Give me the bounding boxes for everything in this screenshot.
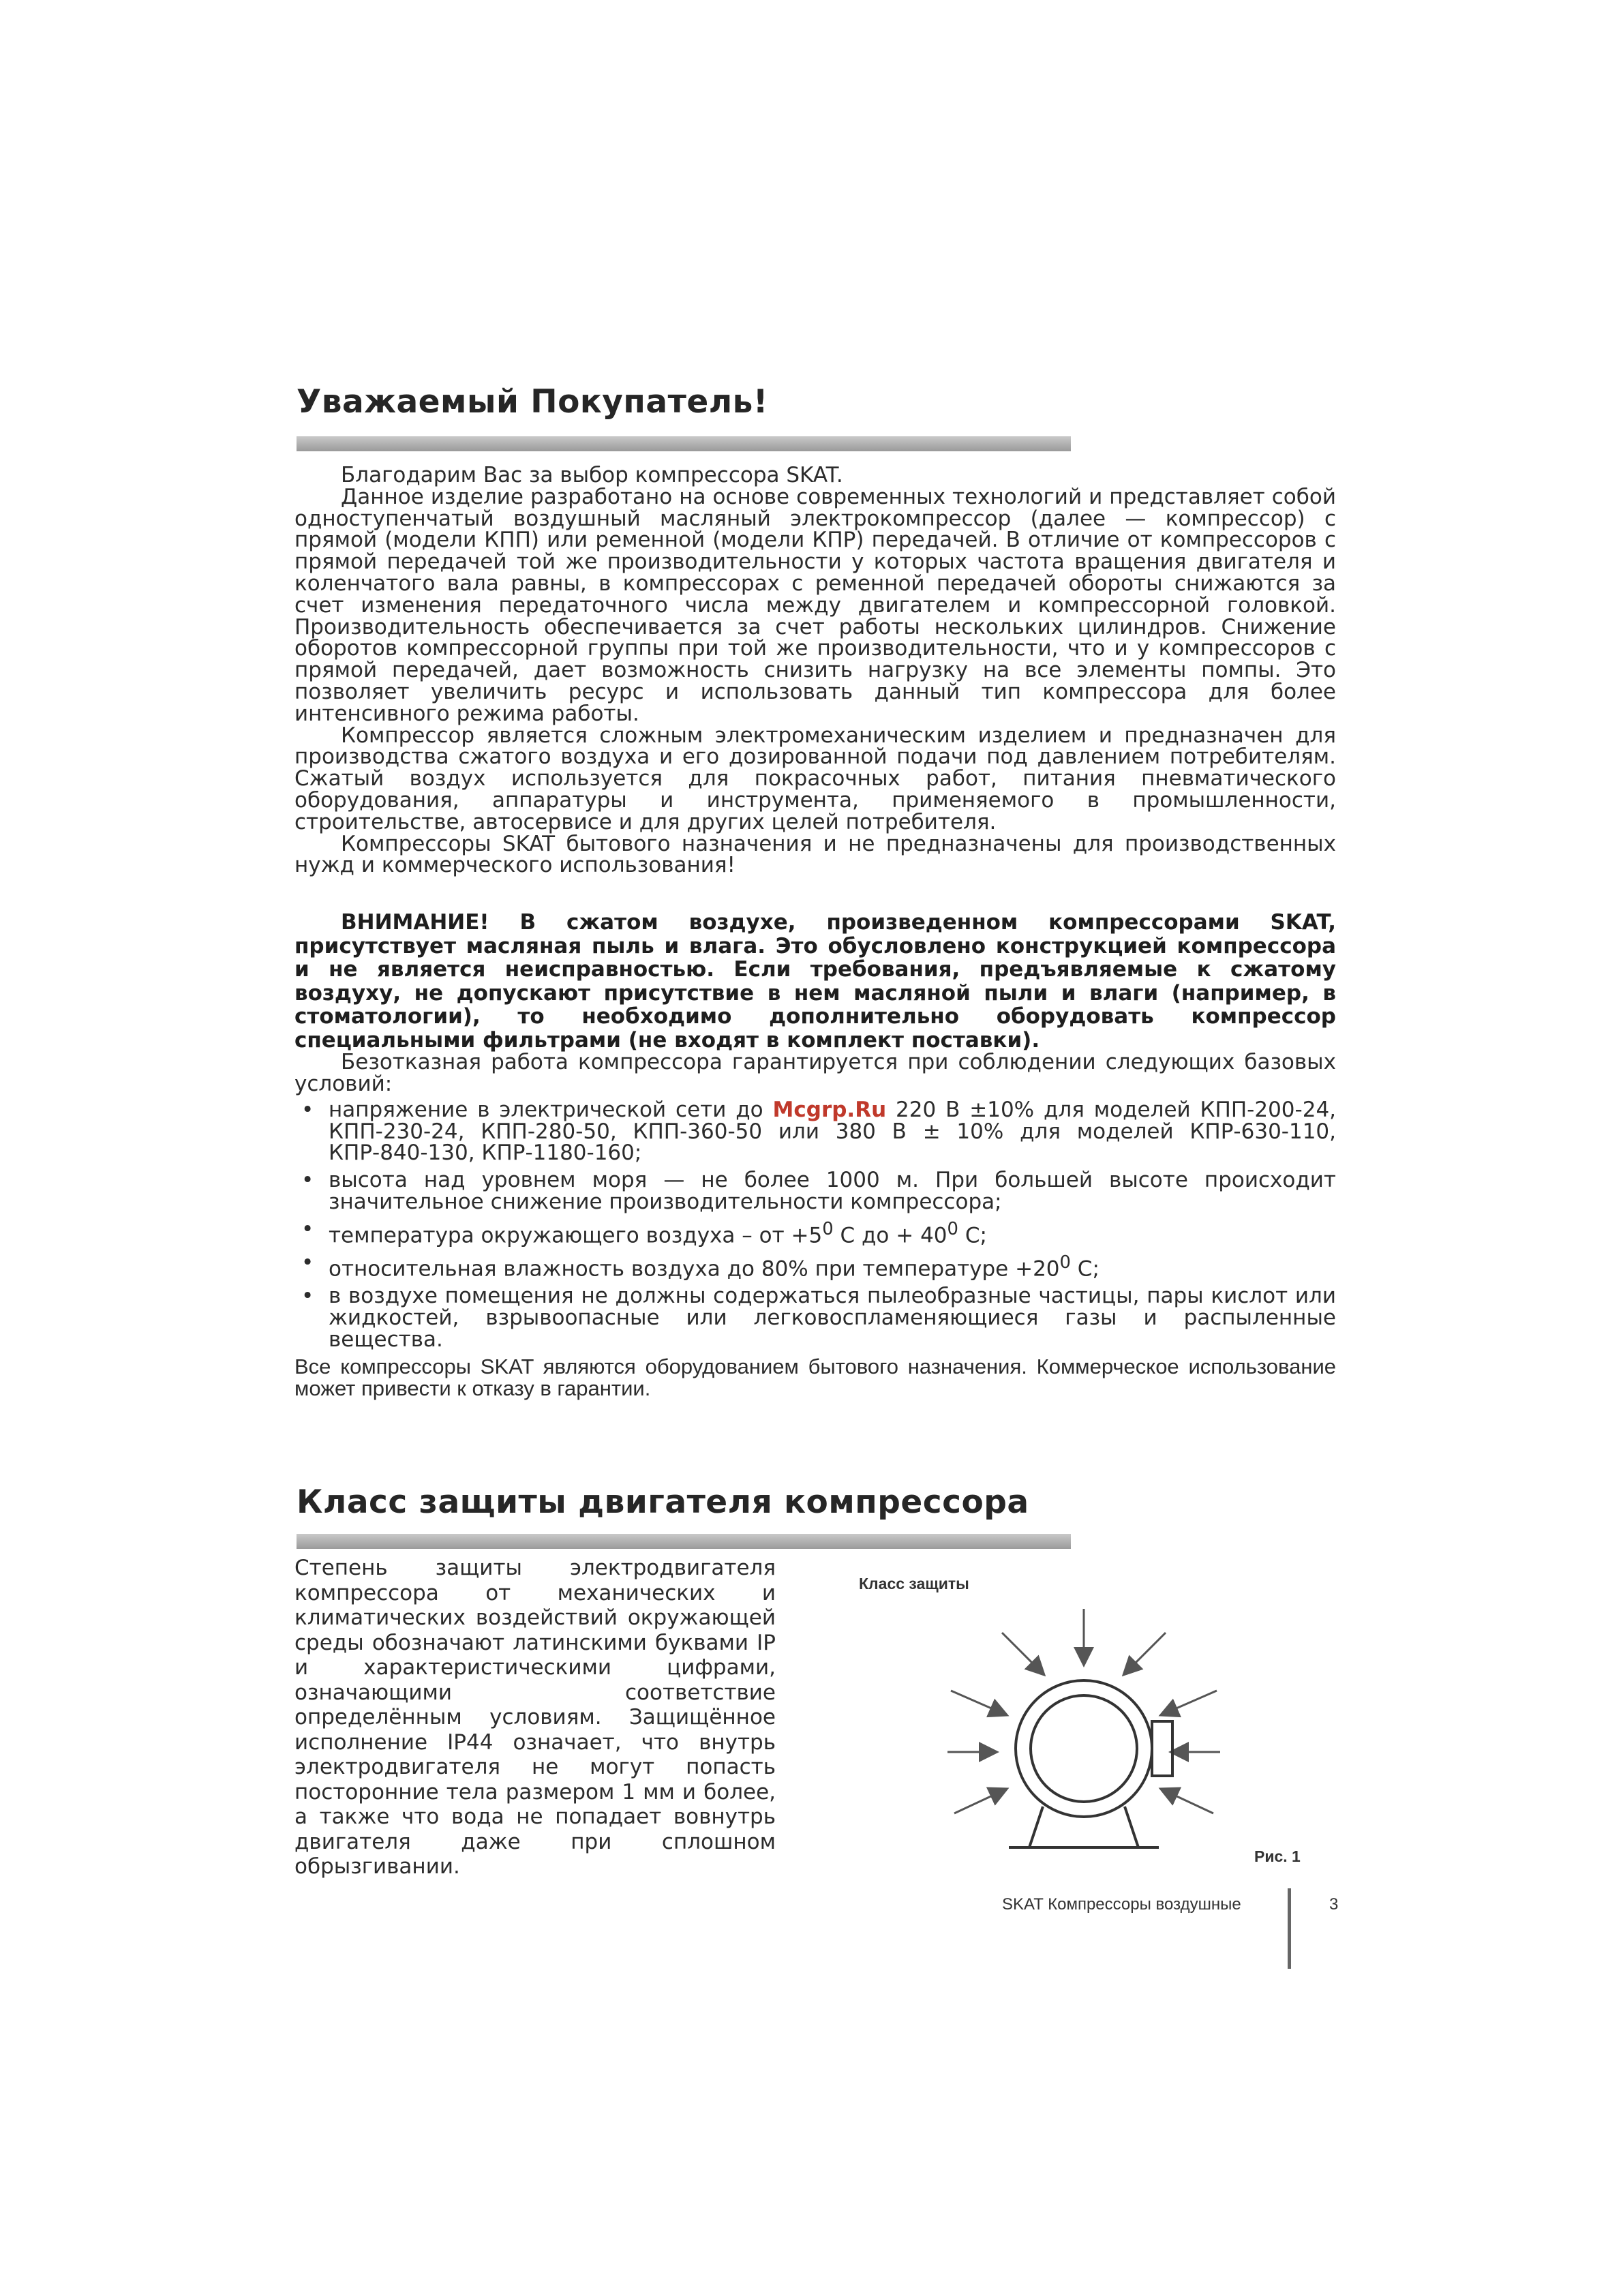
paragraph-household-use: Компрессоры SKAT бытового назначения и не предназначены для производственных нужд и коммерческого использования! xyxy=(294,831,1336,878)
section-rule xyxy=(297,1534,1071,1549)
paragraph-thanks: Благодарим Вас за выбор компрессора SKAT. xyxy=(341,463,843,487)
figure-caption: Рис. 1 xyxy=(1254,1847,1301,1865)
warning-paragraph: ВНИМАНИЕ! В сжатом воздухе, произведенном компрессорами SKAT, присутствует масляная пыль и влага. Это обусловлено конструкцией компрессора и не является неисправностью. Если требования, предъявляемые к сжатому воздуху, не допускают присутствие в нем масляной пыли и влаги (например, в стоматологии), то необходимо дополнительно оборудовать компрессор специальными фильтрами (не входят в комплект поставки). xyxy=(294,910,1336,1053)
motor-icon xyxy=(1009,1680,1172,1847)
motor-protection-diagram xyxy=(927,1595,1309,1882)
list-item: • относительная влажность воздуха до 80% при температуре $+20^0$ С; xyxy=(294,1252,1336,1280)
paragraph-warranty-note: Все компрессоры SKAT являются оборудованием бытового назначения. Коммерческое использование может привести к отказу в гарантии. xyxy=(294,1355,1336,1401)
arrows xyxy=(947,1609,1220,1813)
list-item: • температура окружающего воздуха – от $+5^0$ С до + $40^0$ С; xyxy=(294,1219,1336,1247)
paragraph-purpose: Компрессор является сложным электромеханическим изделием и предназначен для производства сжатого воздуха и его дозированной подачи под давлением потребителям. Сжатый воздух используется для покрасочных работ, питания пневматического оборудования, аппаратуры и инструмента, применяемого в промышленности, строительстве, автосервисе и для других целей потребителя. xyxy=(294,723,1336,834)
protection-class-text: Степень защиты электродвигателя компрессора от механических и климатических воздействий окружающей среды обозначают латинскими буквами IP и характеристическими цифрами, означающими соответствие определённым условиям. Защищённое исполнение IP44 означает, что внутрь электродвигателя не могут попасть посторонние тела размером 1 мм и более, а также что вода не попадает вовнутрь двигателя даже при сплошном обрызгивании. xyxy=(294,1556,776,1879)
section-title-protection-class: Класс защиты двигателя компрессора xyxy=(297,1483,1029,1521)
figure-title: Класс защиты xyxy=(859,1575,969,1592)
section-rule xyxy=(297,436,1071,451)
watermark: Mcgrp.Ru xyxy=(772,1097,887,1122)
page-number: 3 xyxy=(1329,1895,1339,1914)
list-item: • высота над уровнем моря — не более 1000 м. При большей высоте происходит значительное снижение производительности компрессора; xyxy=(294,1170,1336,1213)
footer-title: SKAT Компрессоры воздушные xyxy=(1002,1895,1241,1914)
section-title-dear-customer: Уважаемый Покупатель! xyxy=(297,383,768,421)
footer-divider xyxy=(1288,1888,1291,1969)
conditions-list xyxy=(294,1097,1337,1352)
list-item: • напряжение в электрической сети до Mcgrp.Ru 220 В ±10% для моделей КПП-200-24, КПП-230-24, КПП-280-50, КПП-360-50 или 380 В ± 10% для моделей КПР-630-110, КПР-840-130, КПР-1180-160; xyxy=(294,1100,1336,1164)
paragraph-conditions-intro: Безотказная работа компрессора гарантируется при соблюдении следующих базовых условий: xyxy=(294,1050,1336,1096)
paragraph-description: Данное изделие разработано на основе современных технологий и представляет собой одноступенчатый воздушный масляный электрокомпрессор (далее — компрессор) с прямой (модели КПП) или ременной (модели КПР) передачей. В отличие от компрессоров с прямой передачей той же производительности у которых частота вращения двигателя и коленчатого вала равны, в компрессорах с ременной передачей обороты снижаются за счет изменения передаточного числа между двигателем и компрессорной головкой. Производительность обеспечивается за счет работы нескольких цилиндров. Снижение оборотов компрессорной группы при той же производительности, что и у компрессоров с прямой передачей, дает возможность снизить нагрузку на все элементы помпы. Это позволяет увеличить ресурс и использовать данный тип компрессора для более интенсивного режима работы. xyxy=(294,484,1336,726)
section1-body xyxy=(294,465,1336,1400)
list-item: • в воздухе помещения не должны содержаться пылеобразные частицы, пары кислот или жидкостей, взрывоопасные или легковоспламеняющиеся газы и распыленные вещества. xyxy=(294,1286,1336,1350)
